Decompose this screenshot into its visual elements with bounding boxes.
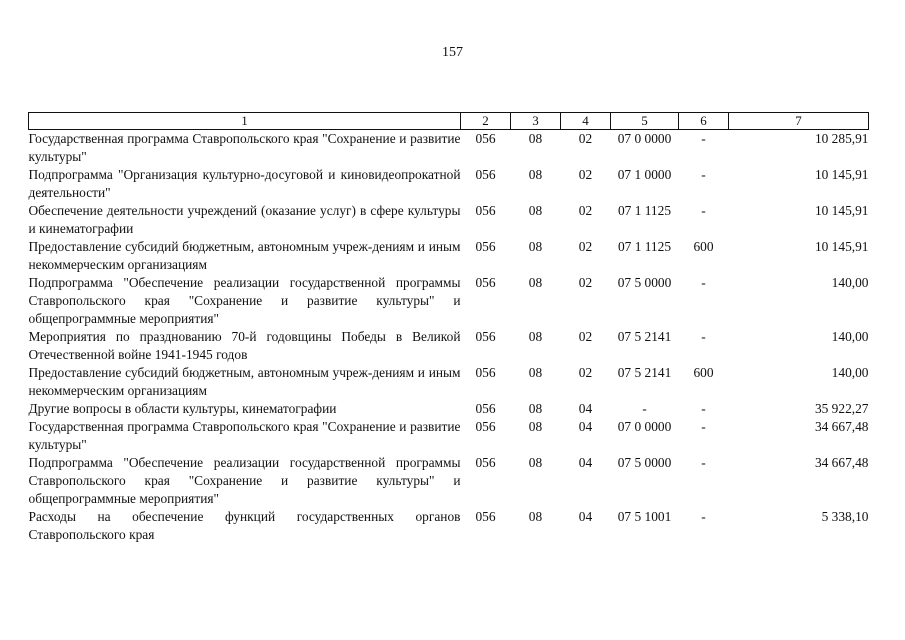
row-name-cell: Мероприятия по празднованию 70-й годовщины Победы в Великой Отечественной войне 1941-1945 годов [28,329,461,362]
row-name-cell: Расходы на обеспечение функций государственных органов Ставропольского края [28,509,461,542]
row-target-article-cell: 07 5 2141 [617,365,672,380]
row-amount-cell: 140,00 [831,365,869,380]
row-code-cell: 056 [475,239,496,254]
row-code-cell: 056 [475,401,496,416]
table-row [29,202,869,238]
row-target-article-cell: 07 1 0000 [617,167,672,182]
row-subsection-cell: 02 [578,275,593,290]
row-amount-cell: 140,00 [831,329,869,344]
row-name-cell: Предоставление субсидий бюджетным, автономным учреж-дениям и иным некоммерческим организациям [28,365,461,398]
table-row [29,400,869,418]
row-amount-cell: 10 145,91 [814,167,869,182]
row-target-article-cell: - [642,401,647,416]
page-number: 157 [442,45,463,60]
row-code-cell: 056 [475,509,496,524]
table-row [29,238,869,274]
row-section-cell: 08 [528,509,543,524]
column-header: 3 [511,113,561,130]
row-name-cell: Подпрограмма "Обеспечение реализации государственной программы Ставропольского края "Сохранение и развитие культуры" и общепрограммные мероприятия" [28,455,461,506]
column-header: 5 [611,113,679,130]
row-section-cell: 08 [528,455,543,470]
row-expense-type-cell: - [701,329,706,344]
row-expense-type-cell: - [701,455,706,470]
column-header: 6 [679,113,729,130]
table-row [29,418,869,454]
row-subsection-cell: 02 [578,239,593,254]
row-name-cell: Другие вопросы в области культуры, кинематографии [28,401,337,416]
row-subsection-cell: 04 [578,509,593,524]
row-target-article-cell: 07 5 0000 [617,455,672,470]
row-expense-type-cell: - [701,419,706,434]
row-expense-type-cell: 600 [693,365,714,380]
row-section-cell: 08 [528,239,543,254]
row-section-cell: 08 [528,203,543,218]
row-code-cell: 056 [475,329,496,344]
column-header: 4 [561,113,611,130]
row-name-cell: Предоставление субсидий бюджетным, автономным учреж-дениям и иным некоммерческим организациям [28,239,461,272]
row-amount-cell: 34 667,48 [814,419,869,434]
row-section-cell: 08 [528,131,543,146]
row-name-cell: Подпрограмма "Обеспечение реализации государственной программы Ставропольского края "Сохранение и развитие культуры" и общепрограммные мероприятия" [28,275,461,326]
row-section-cell: 08 [528,167,543,182]
table-row [29,508,869,544]
budget-table [28,112,869,544]
row-subsection-cell: 02 [578,365,593,380]
row-subsection-cell: 04 [578,401,593,416]
table-row [29,328,869,364]
row-name-cell: Государственная программа Ставропольского края "Сохранение и развитие культуры" [28,131,461,164]
row-name-cell: Обеспечение деятельности учреждений (оказание услуг) в сфере культуры и кинематографии [28,203,461,236]
row-amount-cell: 140,00 [831,275,869,290]
table-row [29,454,869,508]
row-code-cell: 056 [475,131,496,146]
row-expense-type-cell: 600 [693,239,714,254]
row-expense-type-cell: - [701,203,706,218]
row-section-cell: 08 [528,401,543,416]
row-target-article-cell: 07 5 2141 [617,329,672,344]
row-expense-type-cell: - [701,509,706,524]
row-subsection-cell: 02 [578,167,593,182]
row-code-cell: 056 [475,167,496,182]
row-code-cell: 056 [475,455,496,470]
row-subsection-cell: 04 [578,455,593,470]
row-code-cell: 056 [475,203,496,218]
row-target-article-cell: 07 5 0000 [617,275,672,290]
row-subsection-cell: 02 [578,203,593,218]
row-expense-type-cell: - [701,167,706,182]
row-amount-cell: 5 338,10 [821,509,869,524]
column-header: 1 [29,113,461,130]
row-name-cell: Подпрограмма "Организация культурно-досуговой и киновидеопрокатной деятельности" [28,167,461,200]
row-code-cell: 056 [475,365,496,380]
column-header: 7 [729,113,869,130]
row-section-cell: 08 [528,329,543,344]
row-expense-type-cell: - [701,275,706,290]
table-row [29,274,869,328]
row-code-cell: 056 [475,275,496,290]
row-target-article-cell: 07 5 1001 [617,509,672,524]
table-row [29,364,869,400]
row-subsection-cell: 02 [578,131,593,146]
row-amount-cell: 10 285,91 [814,131,869,146]
row-subsection-cell: 04 [578,419,593,434]
row-expense-type-cell: - [701,401,706,416]
column-header: 2 [461,113,511,130]
row-target-article-cell: 07 0 0000 [617,131,672,146]
table-row [29,130,869,167]
row-target-article-cell: 07 0 0000 [617,419,672,434]
row-amount-cell: 10 145,91 [814,203,869,218]
row-name-cell: Государственная программа Ставропольского края "Сохранение и развитие культуры" [28,419,461,452]
row-target-article-cell: 07 1 1125 [617,203,672,218]
row-subsection-cell: 02 [578,329,593,344]
row-section-cell: 08 [528,275,543,290]
header-row [29,113,869,130]
row-expense-type-cell: - [701,131,706,146]
table-row [29,166,869,202]
row-target-article-cell: 07 1 1125 [617,239,672,254]
row-section-cell: 08 [528,365,543,380]
row-amount-cell: 10 145,91 [814,239,869,254]
row-amount-cell: 35 922,27 [814,401,869,416]
row-section-cell: 08 [528,419,543,434]
row-amount-cell: 34 667,48 [814,455,869,470]
row-code-cell: 056 [475,419,496,434]
